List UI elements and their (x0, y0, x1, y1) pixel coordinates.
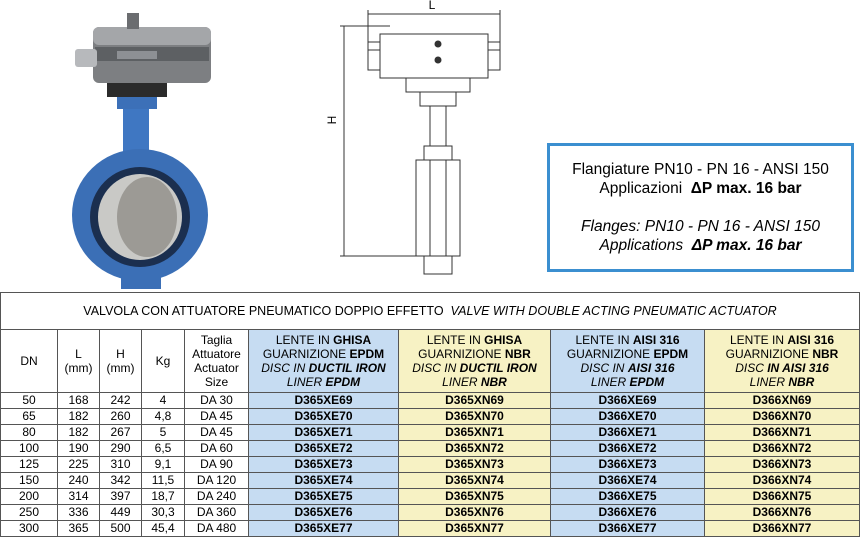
cell-size: DA 120 (185, 473, 249, 489)
cell-code-4: D366XN73 (705, 457, 860, 473)
dim-l-label: L (428, 0, 436, 12)
cell-l: 182 (58, 425, 100, 441)
cell-code-4: D366XN70 (705, 409, 860, 425)
cell-kg: 11,5 (142, 473, 185, 489)
cell-code-1: D365XE69 (249, 393, 399, 409)
cell-dn: 80 (1, 425, 58, 441)
cell-code-1: D365XE77 (249, 521, 399, 537)
cell-code-2: D365XN74 (399, 473, 551, 489)
cell-kg: 30,3 (142, 505, 185, 521)
cell-code-2: D365XN75 (399, 489, 551, 505)
header-size-l3: Actuator (194, 361, 239, 375)
header-size (185, 330, 249, 393)
cell-code-3: D366XE69 (551, 393, 705, 409)
cell-code-2: D365XN70 (399, 409, 551, 425)
table-row (1, 473, 860, 489)
product-table-wrap (0, 292, 860, 555)
flange-info-box (547, 143, 854, 272)
cell-kg: 45,4 (142, 521, 185, 537)
cell-code-4: D366XN74 (705, 473, 860, 489)
cell-code-1: D365XE73 (249, 457, 399, 473)
cell-kg: 18,7 (142, 489, 185, 505)
header-h-label: H (116, 347, 125, 361)
cell-h: 500 (100, 521, 142, 537)
info-line-1: Flangiature PN10 - PN 16 - ANSI 150 (572, 161, 829, 178)
cell-code-4: D366XN76 (705, 505, 860, 521)
cell-code-2: D365XN73 (399, 457, 551, 473)
table-title-en: VALVE WITH DOUBLE ACTING PNEUMATIC ACTUATOR (450, 303, 777, 318)
header-h (100, 330, 142, 393)
cell-size: DA 60 (185, 441, 249, 457)
cell-code-4: D366XN71 (705, 425, 860, 441)
cell-kg: 9,1 (142, 457, 185, 473)
cell-code-2: D365XN69 (399, 393, 551, 409)
valve-photo (55, 5, 225, 295)
cell-size: DA 90 (185, 457, 249, 473)
cell-kg: 5 (142, 425, 185, 441)
cell-code-3: D366XE71 (551, 425, 705, 441)
cell-h: 260 (100, 409, 142, 425)
info-line-3: Flanges: PN10 - PN 16 - ANSI 150 (581, 218, 820, 235)
cell-code-3: D366XE72 (551, 441, 705, 457)
header-l (58, 330, 100, 393)
table-title (1, 293, 860, 330)
header-col-1: LENTE IN GHISA GUARNIZIONE EPDM DISC IN DUCTIL IRON LINER EPDM (249, 330, 399, 393)
cell-code-1: D365XE72 (249, 441, 399, 457)
cell-l: 365 (58, 521, 100, 537)
cell-l: 314 (58, 489, 100, 505)
cell-code-1: D365XE74 (249, 473, 399, 489)
cell-code-1: D365XE70 (249, 409, 399, 425)
cell-size: DA 240 (185, 489, 249, 505)
table-body (1, 393, 860, 537)
dim-h-label: H (325, 115, 339, 125)
cell-h: 342 (100, 473, 142, 489)
cell-code-1: D365XE76 (249, 505, 399, 521)
cell-code-4: D366XN72 (705, 441, 860, 457)
cell-dn: 50 (1, 393, 58, 409)
cell-code-1: D365XE71 (249, 425, 399, 441)
info-line-2-value: ΔP max. 16 bar (690, 180, 802, 197)
header-size-l2: Attuatore (192, 347, 241, 361)
cell-h: 397 (100, 489, 142, 505)
cell-l: 225 (58, 457, 100, 473)
cell-size: DA 45 (185, 425, 249, 441)
cell-l: 336 (58, 505, 100, 521)
cell-code-3: D366XE70 (551, 409, 705, 425)
cell-dn: 100 (1, 441, 58, 457)
cell-dn: 300 (1, 521, 58, 537)
cell-h: 310 (100, 457, 142, 473)
technical-drawing (320, 0, 540, 285)
info-line-2 (550, 179, 851, 198)
cell-dn: 150 (1, 473, 58, 489)
cell-h: 242 (100, 393, 142, 409)
cell-size: DA 360 (185, 505, 249, 521)
cell-code-3: D366XE74 (551, 473, 705, 489)
cell-size: DA 480 (185, 521, 249, 537)
table-row (1, 457, 860, 473)
table-row (1, 441, 860, 457)
cell-kg: 6,5 (142, 441, 185, 457)
cell-kg: 4 (142, 393, 185, 409)
cell-code-2: D365XN77 (399, 521, 551, 537)
header-dn: DN (1, 330, 58, 393)
cell-size: DA 30 (185, 393, 249, 409)
header-size-l4: Size (204, 375, 229, 389)
header-kg: Kg (142, 330, 185, 393)
cell-code-2: D365XN76 (399, 505, 551, 521)
cell-code-2: D365XN71 (399, 425, 551, 441)
header-col-2: LENTE IN GHISA GUARNIZIONE NBR DISC IN DUCTIL IRON LINER NBR (399, 330, 551, 393)
cell-size: DA 45 (185, 409, 249, 425)
cell-code-4: D366XN77 (705, 521, 860, 537)
cell-dn: 125 (1, 457, 58, 473)
cell-dn: 200 (1, 489, 58, 505)
info-line-4-label: Applications (599, 237, 684, 254)
header-col-3: LENTE IN AISI 316 GUARNIZIONE EPDM DISC IN AISI 316 LINER EPDM (551, 330, 705, 393)
info-line-4 (550, 236, 851, 255)
cell-dn: 65 (1, 409, 58, 425)
info-line-4-value: ΔP max. 16 bar (691, 237, 802, 254)
cell-code-1: D365XE75 (249, 489, 399, 505)
product-table (0, 292, 860, 537)
table-row (1, 409, 860, 425)
table-row (1, 489, 860, 505)
cell-code-3: D366XE76 (551, 505, 705, 521)
cell-h: 267 (100, 425, 142, 441)
cell-code-3: D366XE73 (551, 457, 705, 473)
cell-l: 190 (58, 441, 100, 457)
header-size-l1: Taglia (200, 333, 233, 347)
table-header-row (1, 330, 860, 393)
cell-h: 290 (100, 441, 142, 457)
table-row (1, 425, 860, 441)
header-h-unit: (mm) (106, 361, 135, 375)
table-row (1, 521, 860, 537)
cell-code-3: D366XE75 (551, 489, 705, 505)
cell-code-3: D366XE77 (551, 521, 705, 537)
cell-l: 182 (58, 409, 100, 425)
cell-code-4: D366XN75 (705, 489, 860, 505)
cell-code-4: D366XN69 (705, 393, 860, 409)
table-row (1, 393, 860, 409)
table-title-it: VALVOLA CON ATTUATORE PNEUMATICO DOPPIO EFFETTO (83, 303, 444, 318)
header-col-4: LENTE IN AISI 316 GUARNIZIONE NBR DISC IN AISI 316 LINER NBR (705, 330, 860, 393)
cell-h: 449 (100, 505, 142, 521)
cell-l: 240 (58, 473, 100, 489)
info-line-2-label: Applicazioni (599, 180, 683, 197)
cell-dn: 250 (1, 505, 58, 521)
header-l-label: L (75, 347, 82, 361)
cell-code-2: D365XN72 (399, 441, 551, 457)
table-row (1, 505, 860, 521)
header-l-unit: (mm) (64, 361, 93, 375)
cell-l: 168 (58, 393, 100, 409)
cell-kg: 4,8 (142, 409, 185, 425)
